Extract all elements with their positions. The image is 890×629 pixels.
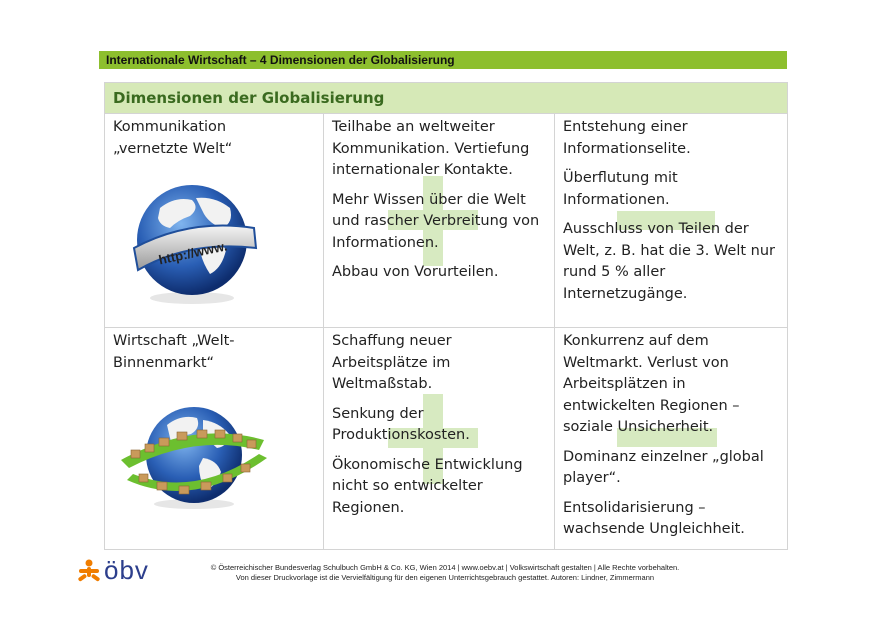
dimension-cell-economy xyxy=(105,328,324,550)
trade-globe-image xyxy=(119,400,269,510)
negatives-cell-communication xyxy=(555,114,788,328)
negative-point: Konkurrenz auf dem Weltmarkt. Verlust von Arbeitsplätzen in entwickelten Regionen – soziale Unsicherheit. xyxy=(563,333,740,435)
url-text: http://www. xyxy=(157,238,229,268)
dimension-label: Kommunikation xyxy=(113,119,227,135)
dimension-label: „vernetzte Welt“ xyxy=(113,140,233,157)
positive-point: Teilhabe an weltweiter Kommunikation. Vertiefung internationaler Kontakte. xyxy=(332,119,530,178)
copyright-line: © Österreichischer Bundesverlag Schulbuch GmbH & Co. KG, Wien 2014 | www.oebv.at | Volkswirtschaft gestalten | Alle Rechte vorbehalten. xyxy=(210,563,680,572)
negative-point: Ausschluss von Teilen der Welt, z. B. hat die 3. Welt nur rund 5 % aller Internetzugänge. xyxy=(563,221,775,302)
positive-point: Schaffung neuer Arbeitsplätze im Weltmaßstab. xyxy=(332,333,452,392)
negative-point: Entsolidarisierung – wachsende Ungleichheit. xyxy=(563,499,745,537)
negative-point: Entstehung einer Informationselite. xyxy=(563,119,691,157)
publisher-logo xyxy=(76,557,166,587)
dimension-label: Binnenmarkt“ xyxy=(113,354,215,371)
star-icon xyxy=(76,559,102,585)
positive-point: Senkung der Produktionskosten. xyxy=(332,405,470,443)
globalization-table xyxy=(104,82,788,550)
dimension-cell-communication xyxy=(105,114,324,328)
document-banner: Internationale Wirtschaft – 4 Dimensionen der Globalisierung xyxy=(99,51,787,69)
negatives-cell-economy xyxy=(555,328,788,550)
positive-point: Ökonomische Entwicklung nicht so entwickelter Regionen. xyxy=(332,456,523,516)
negative-point: Dominanz einzelner „global player“. xyxy=(563,448,764,486)
internet-globe-image xyxy=(130,178,260,308)
positives-cell-communication xyxy=(324,114,555,328)
positives-cell-economy xyxy=(324,328,555,550)
positive-point: Mehr Wissen über die Welt und rascher Verbreitung von Informationen. xyxy=(332,191,540,251)
copyright-footer xyxy=(190,563,700,583)
table-header: Dimensionen der Globalisierung xyxy=(105,83,788,114)
logo-text: öbv xyxy=(104,555,149,585)
positive-point: Abbau von Vorurteilen. xyxy=(332,264,499,280)
license-line: Von dieser Druckvorlage ist die Vervielfältigung für den eigenen Unterrichtsgebrauch gestattet. Autoren: Lindner, Zimmermann xyxy=(235,573,655,582)
negative-point: Überflutung mit Informationen. xyxy=(563,170,678,208)
dimension-label: Wirtschaft „Welt- xyxy=(113,333,235,349)
